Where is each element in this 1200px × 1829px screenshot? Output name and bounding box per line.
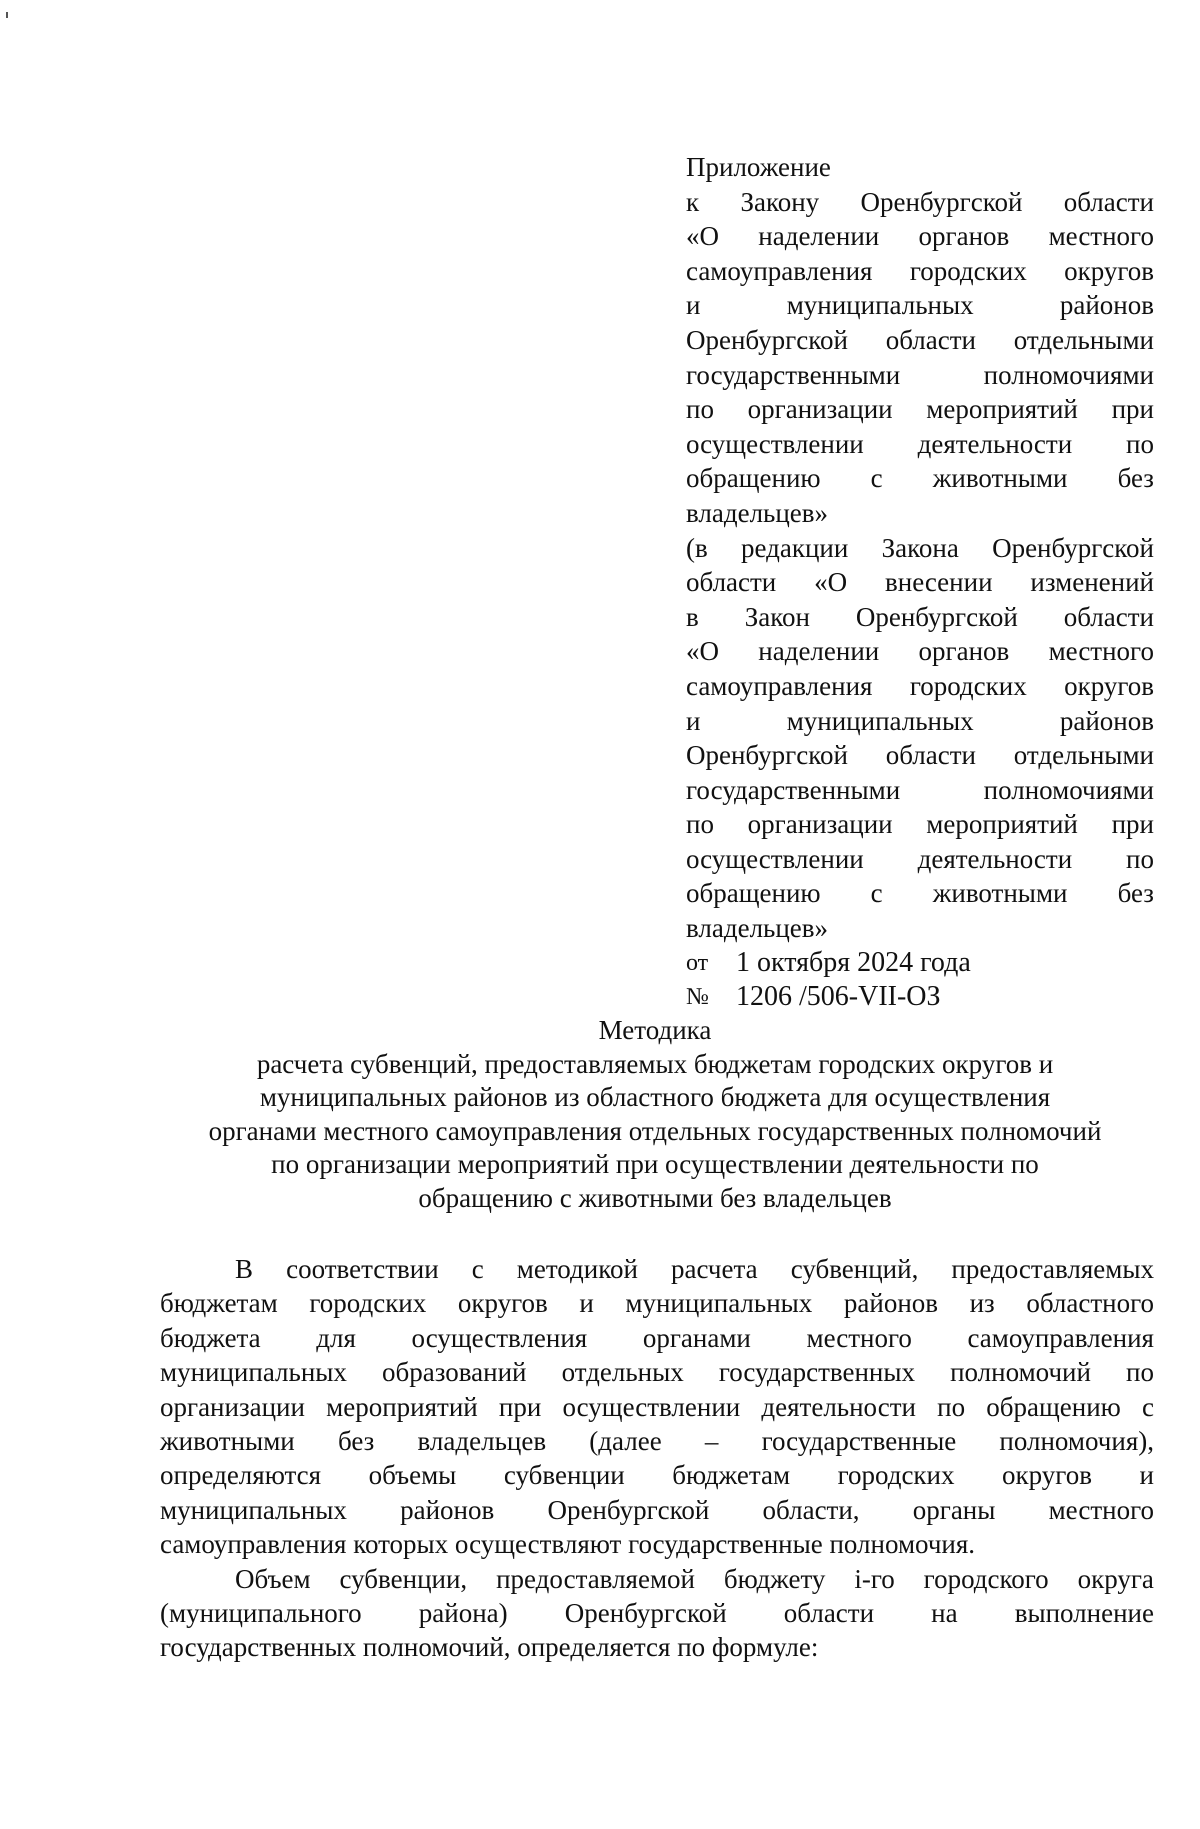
text-line	[686, 876, 1154, 911]
text-line	[686, 254, 1154, 289]
word: объемы	[368, 1460, 457, 1491]
word: органов	[918, 636, 1010, 667]
word: расчета	[671, 1254, 758, 1284]
word: осуществлении	[686, 428, 864, 459]
body-text	[160, 1252, 1154, 1665]
word: округов	[1002, 1460, 1092, 1491]
word: к	[686, 186, 700, 217]
word: обращению	[686, 463, 821, 494]
word: органов	[918, 221, 1010, 252]
word: Закона	[881, 532, 959, 563]
date-label: от	[686, 949, 709, 976]
word: (муниципального	[160, 1598, 362, 1629]
word: наделении	[758, 636, 880, 667]
method-title-block	[150, 1014, 1160, 1216]
word: при	[498, 1391, 542, 1422]
word: округов	[457, 1288, 548, 1319]
text-line	[686, 185, 1154, 220]
method-subtitle-line: обращению с животными без владельцев	[418, 1182, 892, 1213]
word: района)	[418, 1598, 508, 1629]
word: и	[579, 1288, 594, 1319]
word: области	[686, 567, 777, 598]
word: соответствии	[286, 1254, 439, 1284]
text-line	[160, 1424, 1154, 1458]
date-value: 1 октября 2024 года	[736, 946, 971, 978]
paragraph-1-end: самоуправления которых осуществляют государственные полномочия.	[160, 1529, 976, 1560]
word: городских	[309, 1288, 427, 1319]
method-subtitle-line: органами местного самоуправления отдельных государственных полномочий	[208, 1115, 1102, 1146]
paragraph-2-end: государственных полномочий, определяется по формуле:	[160, 1632, 819, 1663]
text-line	[686, 219, 1154, 254]
word: для	[316, 1322, 356, 1353]
word: области	[885, 324, 976, 355]
word: Оренбургской	[992, 532, 1154, 563]
word: субвенции	[503, 1460, 625, 1491]
text-line	[686, 842, 1154, 877]
word: изменений	[1030, 567, 1154, 598]
word: муниципальных	[160, 1357, 347, 1388]
word: Оренбургской	[564, 1598, 727, 1629]
appendix-heading: Приложение	[686, 152, 831, 182]
text-line	[686, 773, 1154, 808]
word: из	[969, 1288, 995, 1319]
word: мероприятий	[926, 394, 1078, 425]
word: внесении	[885, 567, 993, 598]
word: животными	[932, 878, 1068, 909]
word: осуществлении	[686, 843, 864, 874]
text-line	[686, 392, 1154, 427]
word: в	[686, 601, 699, 632]
word: предоставляемой	[496, 1563, 695, 1594]
method-subtitle-line: муниципальных районов из областного бюджета для осуществления	[259, 1082, 1051, 1113]
word: Оренбургской	[686, 740, 848, 771]
word: по	[1126, 1357, 1154, 1388]
word: районов	[1059, 705, 1154, 736]
word: мероприятий	[326, 1391, 478, 1422]
text-line	[160, 1321, 1154, 1355]
word: городских	[909, 670, 1027, 701]
method-title: Методика	[598, 1015, 712, 1045]
appendix-law-title	[686, 185, 1154, 496]
word: районов	[843, 1288, 939, 1319]
word: с	[870, 878, 883, 909]
word: владельцев	[417, 1426, 547, 1457]
word: Оренбургской	[855, 601, 1018, 632]
word: по	[1126, 428, 1154, 459]
word: местного	[1048, 636, 1154, 667]
word: муниципальных	[625, 1288, 813, 1319]
word: области	[783, 1598, 875, 1629]
word: наделении	[758, 221, 880, 252]
text-line	[160, 1458, 1154, 1492]
word: бюджета	[160, 1322, 261, 1353]
word: области	[1063, 186, 1154, 217]
word: на	[931, 1598, 958, 1629]
text-line	[686, 531, 1154, 566]
word: без	[337, 1426, 375, 1457]
word: отдельных	[561, 1357, 684, 1388]
word: области,	[762, 1494, 860, 1525]
word: муниципальных	[786, 290, 974, 321]
word: осуществления	[411, 1322, 588, 1353]
text-line	[160, 1355, 1154, 1389]
word: полномочиями	[983, 774, 1154, 805]
word: государственными	[686, 359, 901, 390]
word: выполнение	[1014, 1598, 1154, 1629]
word: районов	[1059, 290, 1154, 321]
word: (в	[686, 532, 708, 563]
word: самоуправления	[967, 1322, 1154, 1353]
word: районов	[400, 1494, 495, 1525]
text-line	[686, 807, 1154, 842]
appendix-date-row	[686, 946, 1154, 981]
word: отдельными	[1013, 324, 1154, 355]
word: и	[686, 705, 701, 736]
number-label: №	[686, 984, 709, 1011]
word: Закону	[740, 186, 820, 217]
word: «О	[686, 221, 719, 252]
word: Оренбургской	[547, 1494, 710, 1525]
word: животными	[160, 1426, 295, 1457]
word: «О	[686, 636, 719, 667]
word: (далее	[589, 1426, 662, 1457]
word: организации	[747, 809, 893, 840]
word: субвенций,	[790, 1254, 919, 1284]
word: округов	[1064, 670, 1154, 701]
text-line	[686, 565, 1154, 600]
text-line	[686, 704, 1154, 739]
text-line	[686, 427, 1154, 462]
appendix-edition-note-end: владельцев»	[686, 913, 829, 944]
word: по	[686, 809, 714, 840]
word: местного	[806, 1322, 912, 1353]
word: отдельными	[1013, 740, 1154, 771]
text-line	[160, 1596, 1154, 1630]
word: без	[1117, 878, 1154, 909]
word: местного	[1048, 221, 1154, 252]
text-line	[686, 323, 1154, 358]
word: без	[1117, 463, 1154, 494]
text-line	[686, 600, 1154, 635]
word: полномочия),	[999, 1426, 1154, 1457]
word: с	[870, 463, 883, 494]
word: Объем	[235, 1563, 311, 1594]
paragraph-2	[160, 1562, 1154, 1631]
appendix-edition-note	[686, 531, 1154, 912]
word: и	[1139, 1460, 1154, 1491]
word: образований	[382, 1357, 527, 1388]
appendix-law-title-end: владельцев»	[686, 497, 829, 528]
word: муниципальных	[160, 1494, 347, 1525]
word: округов	[1064, 255, 1154, 286]
number-value: 1206 /506-VII-ОЗ	[736, 981, 941, 1013]
word: деятельности	[917, 843, 1073, 874]
word: определяются	[160, 1460, 322, 1491]
word: деятельности	[917, 428, 1073, 459]
text-line	[686, 634, 1154, 669]
text-line	[686, 358, 1154, 393]
text-line	[160, 1493, 1154, 1527]
word: бюджету	[723, 1563, 826, 1594]
word: животными	[932, 463, 1068, 494]
method-subtitle-line: по организации мероприятий при осуществлении деятельности по	[271, 1149, 1039, 1180]
word: организации	[747, 394, 893, 425]
word: Закон	[744, 601, 810, 632]
word: предоставляемых	[951, 1254, 1154, 1284]
text-line	[686, 288, 1154, 323]
word: области	[885, 740, 976, 771]
word: бюджетам	[672, 1460, 791, 1491]
word: организации	[160, 1391, 305, 1422]
word: государственных	[718, 1357, 915, 1388]
text-line	[686, 461, 1154, 496]
word: обращению	[686, 878, 821, 909]
word: по	[1126, 843, 1154, 874]
word: обращению	[986, 1391, 1121, 1422]
word: субвенции,	[339, 1563, 468, 1594]
text-line	[160, 1252, 1154, 1286]
appendix-number-row	[686, 980, 1154, 1015]
word: государственные	[761, 1426, 957, 1457]
word: округа	[1077, 1563, 1154, 1594]
word: Оренбургской	[686, 324, 848, 355]
word: полномочиями	[983, 359, 1154, 390]
word: самоуправления	[686, 255, 873, 286]
scan-artifact	[6, 12, 8, 18]
text-line	[160, 1390, 1154, 1424]
word: при	[1111, 809, 1154, 840]
word: с	[1142, 1391, 1154, 1422]
text-line	[160, 1562, 1154, 1596]
word: с	[471, 1254, 484, 1284]
appendix-header	[686, 150, 1154, 1015]
word: Оренбургской	[860, 186, 1023, 217]
word: государственными	[686, 774, 901, 805]
word: самоуправления	[686, 670, 873, 701]
word: осуществлении	[562, 1391, 741, 1422]
word: и	[686, 290, 701, 321]
word: деятельности	[761, 1391, 916, 1422]
method-subtitle-line: расчета субвенций, предоставляемых бюджетам городских округов и	[256, 1048, 1054, 1079]
word: В	[235, 1254, 254, 1284]
word: по	[937, 1391, 966, 1422]
word: по	[686, 394, 714, 425]
word: местного	[1048, 1494, 1154, 1525]
word: мероприятий	[926, 809, 1078, 840]
word: полномочий	[950, 1357, 1091, 1388]
text-line	[686, 669, 1154, 704]
word: органы	[912, 1494, 996, 1525]
word: i-го	[854, 1563, 895, 1594]
word: бюджетам	[160, 1288, 278, 1319]
text-line	[686, 738, 1154, 773]
word: городского	[923, 1563, 1049, 1594]
word: областного	[1026, 1288, 1154, 1319]
word: при	[1111, 394, 1154, 425]
word: «О	[814, 567, 848, 598]
word: –	[704, 1426, 719, 1457]
word: городских	[909, 255, 1027, 286]
paragraph-1	[160, 1252, 1154, 1527]
word: редакции	[741, 532, 849, 563]
word: городских	[837, 1460, 955, 1491]
word: методикой	[516, 1254, 638, 1284]
word: области	[1063, 601, 1154, 632]
word: муниципальных	[786, 705, 974, 736]
word: органами	[642, 1322, 751, 1353]
text-line	[160, 1286, 1154, 1320]
